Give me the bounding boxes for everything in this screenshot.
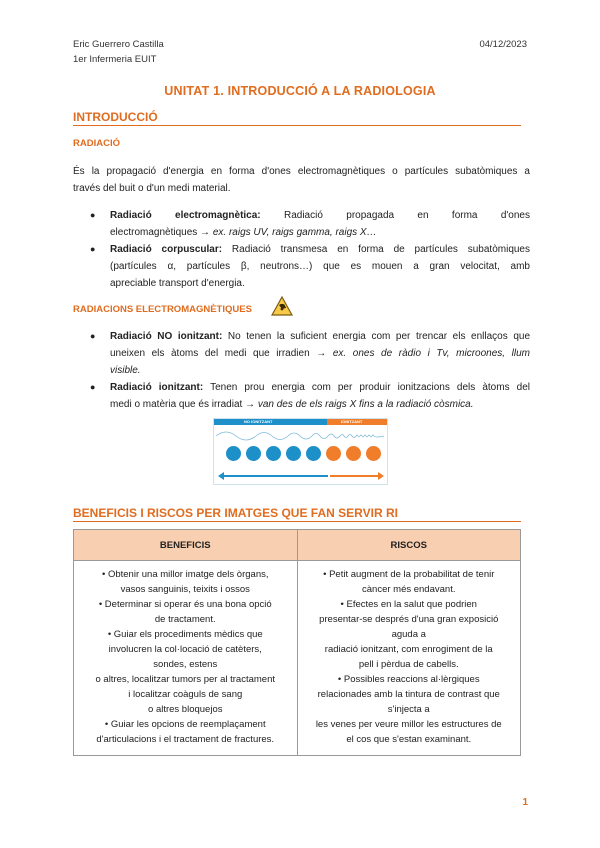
risk-line: s'injecta a xyxy=(387,704,430,715)
benefit-line: sondes, estens xyxy=(153,659,218,670)
microwave-icon xyxy=(266,446,281,461)
bullet-term: Radiació corpuscular: xyxy=(110,244,223,255)
bullet-text: medi o matèria que és irradiat → xyxy=(110,399,258,410)
bullet-term: Radiació electromagnètica: xyxy=(110,210,261,221)
risk-line: • Efectes en la salut que podrien xyxy=(340,599,477,610)
header-date: 04/12/2023 xyxy=(479,39,527,50)
paragraph-line: És la propagació d'energia en forma d'ones electromagnètiques o partícules subatòmiques a xyxy=(73,166,530,177)
benefit-line: d'articulacions i el tractament de fractures. xyxy=(96,734,275,745)
risks-cell xyxy=(297,561,521,756)
benefit-line: • Guiar els procediments mèdics que xyxy=(107,629,263,640)
header-course: 1er Infermeria EUIT xyxy=(73,54,157,65)
risk-line: càncer més endavant. xyxy=(362,584,456,595)
benefit-line: • Guiar les opcions de reemplaçament xyxy=(104,719,266,730)
risk-line: relacionades amb la tintura de contrast que xyxy=(317,689,500,700)
wave-icon xyxy=(214,427,387,445)
bullet-dot-icon: ● xyxy=(90,244,96,254)
bullet-text: electromagnètiques → xyxy=(110,227,213,238)
risk-line: • Possibles reaccions al·lèrgiques xyxy=(337,674,480,685)
benefit-line: • Obtenir una millor imatge dels òrgans, xyxy=(102,569,269,580)
benefits-risks-table xyxy=(73,529,521,756)
benefit-line: de tractament. xyxy=(154,614,216,625)
risk-line: pell i pèrdua de cabells. xyxy=(358,659,459,670)
benefit-line: i localitzar coàguls de sang xyxy=(128,689,243,700)
subheading-radiacions: RADIACIONS ELECTROMAGNÈTIQUES xyxy=(73,304,252,315)
xray-icon xyxy=(346,446,361,461)
bullet-example: van des de els raigs X fins a la radiació còsmica. xyxy=(257,399,474,410)
col-header-benefits: BENEFICIS xyxy=(74,530,298,561)
atom-icon xyxy=(366,446,381,461)
intro-paragraph xyxy=(73,163,530,197)
radio-tower-icon xyxy=(226,446,241,461)
benefit-line: involucren la col·locació de catèters, xyxy=(108,644,262,655)
page-number: 1 xyxy=(522,797,528,808)
risk-line: radiació ionitzant, com enrogiment de la xyxy=(324,644,493,655)
risk-line: • Petit augment de la probabilitat de tenir xyxy=(323,569,495,580)
bullet-text: Radiació propagada en forma d'ones xyxy=(260,210,530,221)
bullet-text: Tenen prou energia com per produir ionitzacions dels àtoms del xyxy=(203,382,530,393)
lightbulb-icon xyxy=(306,446,321,461)
section-heading-intro: INTRODUCCIÓ xyxy=(73,110,521,126)
bullet-term: Radiació NO ionitzant: xyxy=(110,331,223,342)
risk-line: les venes per veure millor les estructures de xyxy=(315,719,502,730)
bullet-text: (partícules α, partícules β, neutrons…) que es mouen a gran velocitat, amb xyxy=(110,261,530,272)
bullet-example: visible. xyxy=(110,365,141,376)
risk-line: aguda a xyxy=(391,629,426,640)
bullet-electromagnetic xyxy=(90,207,530,241)
bullet-text: Radiació transmesa en forma de partícules subatòmiques xyxy=(222,244,530,255)
bullet-example: ex. raigs UV, raigs gamma, raigs X… xyxy=(212,227,377,238)
bullet-dot-icon: ● xyxy=(90,382,96,392)
paragraph-line: través del buit o d'un medi material. xyxy=(73,183,231,194)
sun-icon xyxy=(326,446,341,461)
phone-icon xyxy=(246,446,261,461)
bullet-text: uneixen els àtoms del medi que irradien → xyxy=(110,348,333,359)
risk-line: presentar-se després d'una gran exposició xyxy=(319,614,499,625)
bullet-text: apreciable transport d'energia. xyxy=(110,278,245,289)
benefit-line: o altres bloquejos xyxy=(148,704,223,715)
bullet-corpuscular xyxy=(90,241,530,292)
home-icon xyxy=(286,446,301,461)
risk-line: el cos que s'estan examinant. xyxy=(346,734,472,745)
non-ionizing-label: NO IONITZANT xyxy=(244,419,273,424)
bullet-dot-icon: ● xyxy=(90,210,96,220)
bullet-dot-icon: ● xyxy=(90,331,96,341)
benefits-cell xyxy=(74,561,298,756)
energy-arrow-icon xyxy=(218,472,384,480)
col-header-risks: RISCOS xyxy=(297,530,521,561)
spectrum-figure xyxy=(213,418,388,485)
bullet-example: ex. ones de ràdio i Tv, microones, llum xyxy=(332,348,530,359)
radiation-warning-icon xyxy=(271,296,293,316)
bullet-no-ionitzant xyxy=(90,328,531,379)
benefit-line: • Determinar si operar és una bona opció xyxy=(98,599,272,610)
bullet-term: Radiació ionitzant: xyxy=(110,382,204,393)
benefit-line: vasos sanguinis, teixits i ossos xyxy=(120,584,250,595)
section-heading-beneficis: BENEFICIS I RISCOS PER IMATGES QUE FAN SERVIR RI xyxy=(73,506,521,522)
header-author: Eric Guerrero Castilla xyxy=(73,39,164,50)
page-title: UNITAT 1. INTRODUCCIÓ A LA RADIOLOGIA xyxy=(164,84,436,98)
bullet-ionitzant xyxy=(90,379,530,413)
ionizing-label: IONITZANT xyxy=(341,419,363,424)
subheading-radiacio: RADIACIÓ xyxy=(73,138,120,149)
benefit-line: o altres, localitzar tumors per al tractament xyxy=(95,674,275,685)
bullet-text: No tenen la suficient energia com per trencar els enllaços que xyxy=(222,331,531,342)
